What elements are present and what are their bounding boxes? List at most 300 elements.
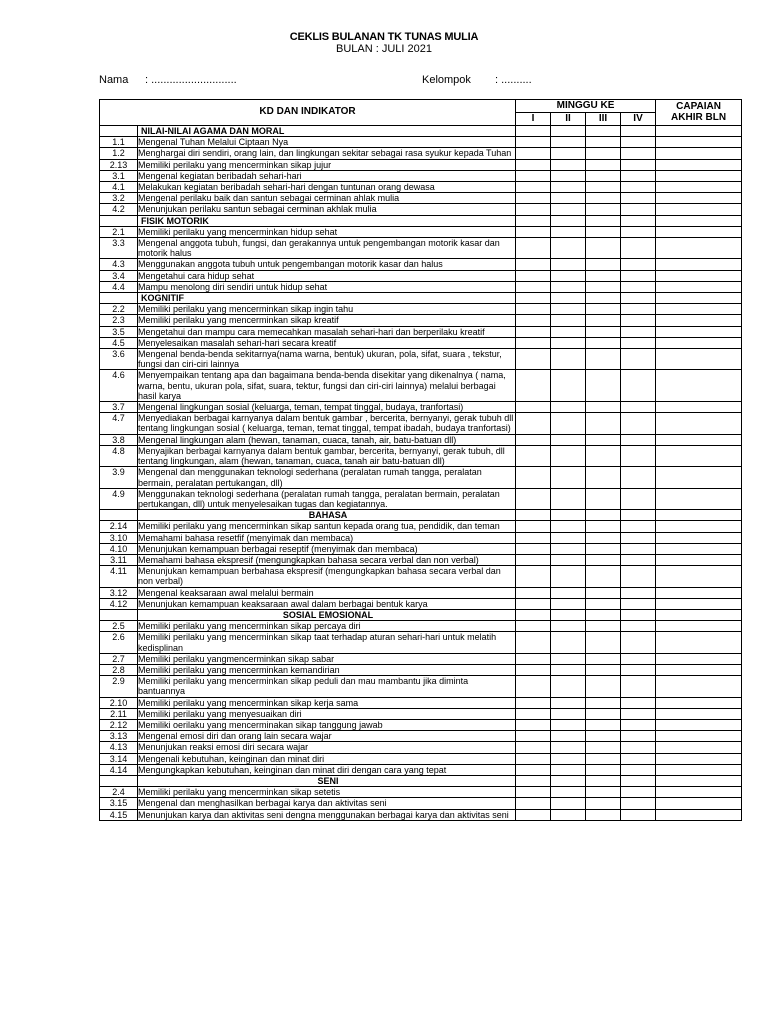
week-1-check-cell[interactable] bbox=[516, 281, 551, 292]
week-4-check-cell[interactable] bbox=[621, 281, 656, 292]
indicator-row bbox=[100, 731, 742, 742]
week-2-check-cell[interactable] bbox=[551, 775, 586, 786]
week-4-check-cell[interactable] bbox=[621, 159, 656, 170]
week-3-check-cell[interactable] bbox=[586, 775, 621, 786]
indicator-row bbox=[100, 632, 742, 653]
week-3-check-cell[interactable] bbox=[586, 543, 621, 554]
week-4-check-cell[interactable] bbox=[621, 215, 656, 226]
week-3-check-cell[interactable] bbox=[586, 148, 621, 159]
capaian-cell[interactable] bbox=[656, 281, 742, 292]
week-4-check-cell[interactable] bbox=[621, 632, 656, 653]
week-1-check-cell[interactable] bbox=[516, 697, 551, 708]
week-4-check-cell[interactable] bbox=[621, 742, 656, 753]
kd-code: 3.3 bbox=[100, 238, 138, 259]
capaian-cell[interactable] bbox=[656, 809, 742, 820]
capaian-cell[interactable] bbox=[656, 226, 742, 237]
week-3-check-cell[interactable] bbox=[586, 510, 621, 521]
capaian-cell[interactable] bbox=[656, 653, 742, 664]
week-4-check-cell[interactable] bbox=[621, 488, 656, 509]
capaian-cell[interactable] bbox=[656, 787, 742, 798]
week-2-check-cell[interactable] bbox=[551, 326, 586, 337]
week-4-check-cell[interactable] bbox=[621, 764, 656, 775]
indicator-text: Memiliki perilaku yang mencerminkan sikap santun kepada orang tua, pendidik, dan teman bbox=[138, 521, 516, 532]
week-1-check-cell[interactable] bbox=[516, 315, 551, 326]
week-1-check-cell[interactable] bbox=[516, 304, 551, 315]
week-4-check-cell[interactable] bbox=[621, 238, 656, 259]
indicator-text: Memiliki perilaku yang mencerminkan hidup sehat bbox=[138, 226, 516, 237]
week-2-check-cell[interactable] bbox=[551, 543, 586, 554]
week-2-check-cell[interactable] bbox=[551, 270, 586, 281]
capaian-cell[interactable] bbox=[656, 148, 742, 159]
week-1-check-cell[interactable] bbox=[516, 226, 551, 237]
week-4-check-cell[interactable] bbox=[621, 676, 656, 697]
week-3-check-cell[interactable] bbox=[586, 566, 621, 587]
week-2-check-cell[interactable] bbox=[551, 281, 586, 292]
week-2-check-cell[interactable] bbox=[551, 719, 586, 730]
week-4-check-cell[interactable] bbox=[621, 708, 656, 719]
week-3-check-cell[interactable] bbox=[586, 226, 621, 237]
capaian-cell[interactable] bbox=[656, 126, 742, 137]
week-1-check-cell[interactable] bbox=[516, 137, 551, 148]
week-4-check-cell[interactable] bbox=[621, 621, 656, 632]
week-1-check-cell[interactable] bbox=[516, 159, 551, 170]
week-2-check-cell[interactable] bbox=[551, 532, 586, 543]
week-4-check-cell[interactable] bbox=[621, 226, 656, 237]
capaian-cell[interactable] bbox=[656, 798, 742, 809]
week-2-check-cell[interactable] bbox=[551, 708, 586, 719]
week-3-check-cell[interactable] bbox=[586, 587, 621, 598]
week-2-check-cell[interactable] bbox=[551, 809, 586, 820]
week-1-check-cell[interactable] bbox=[516, 510, 551, 521]
week-3-check-cell[interactable] bbox=[586, 293, 621, 304]
week-1-check-cell[interactable] bbox=[516, 664, 551, 675]
capaian-cell[interactable] bbox=[656, 742, 742, 753]
week-4-check-cell[interactable] bbox=[621, 753, 656, 764]
week-4-check-cell[interactable] bbox=[621, 137, 656, 148]
week-1-check-cell[interactable] bbox=[516, 521, 551, 532]
week-3-check-cell[interactable] bbox=[586, 281, 621, 292]
week-3-check-cell[interactable] bbox=[586, 238, 621, 259]
week-4-check-cell[interactable] bbox=[621, 532, 656, 543]
week-3-check-cell[interactable] bbox=[586, 653, 621, 664]
week-1-check-cell[interactable] bbox=[516, 653, 551, 664]
capaian-cell[interactable] bbox=[656, 315, 742, 326]
capaian-cell[interactable] bbox=[656, 370, 742, 402]
capaian-cell[interactable] bbox=[656, 532, 742, 543]
week-3-check-cell[interactable] bbox=[586, 434, 621, 445]
week-3-check-cell[interactable] bbox=[586, 402, 621, 413]
week-1-check-cell[interactable] bbox=[516, 809, 551, 820]
week-3-check-cell[interactable] bbox=[586, 609, 621, 620]
week-1-check-cell[interactable] bbox=[516, 238, 551, 259]
week-2-check-cell[interactable] bbox=[551, 632, 586, 653]
week-2-check-cell[interactable] bbox=[551, 510, 586, 521]
week-2-check-cell[interactable] bbox=[551, 653, 586, 664]
week-1-check-cell[interactable] bbox=[516, 708, 551, 719]
indicator-text: Menunjukan karya dan aktivitas seni dengna menggunakan berbagai karya dan aktivitas seni bbox=[138, 809, 516, 820]
week-4-check-cell[interactable] bbox=[621, 315, 656, 326]
capaian-cell[interactable] bbox=[656, 521, 742, 532]
week-4-check-cell[interactable] bbox=[621, 775, 656, 786]
week-4-check-cell[interactable] bbox=[621, 304, 656, 315]
week-3-check-cell[interactable] bbox=[586, 215, 621, 226]
week-1-check-cell[interactable] bbox=[516, 775, 551, 786]
week-4-check-cell[interactable] bbox=[621, 554, 656, 565]
week-2-check-cell[interactable] bbox=[551, 697, 586, 708]
week-2-check-cell[interactable] bbox=[551, 193, 586, 204]
week-4-check-cell[interactable] bbox=[621, 337, 656, 348]
week-1-check-cell[interactable] bbox=[516, 337, 551, 348]
week-2-check-cell[interactable] bbox=[551, 182, 586, 193]
week-2-check-cell[interactable] bbox=[551, 304, 586, 315]
capaian-cell[interactable] bbox=[656, 326, 742, 337]
week-3-check-cell[interactable] bbox=[586, 370, 621, 402]
capaian-cell[interactable] bbox=[656, 337, 742, 348]
indicator-row bbox=[100, 554, 742, 565]
week-1-check-cell[interactable] bbox=[516, 293, 551, 304]
week-3-check-cell[interactable] bbox=[586, 467, 621, 488]
kd-code: 4.5 bbox=[100, 337, 138, 348]
week-3-check-cell[interactable] bbox=[586, 809, 621, 820]
week-4-check-cell[interactable] bbox=[621, 467, 656, 488]
capaian-cell[interactable] bbox=[656, 632, 742, 653]
capaian-cell[interactable] bbox=[656, 159, 742, 170]
indicator-row bbox=[100, 566, 742, 587]
week-3-check-cell[interactable] bbox=[586, 413, 621, 434]
section-kd-cell bbox=[100, 215, 138, 226]
week-3-check-cell[interactable] bbox=[586, 787, 621, 798]
week-3-check-cell[interactable] bbox=[586, 182, 621, 193]
week-4-check-cell[interactable] bbox=[621, 402, 656, 413]
week-4-check-cell[interactable] bbox=[621, 193, 656, 204]
capaian-cell[interactable] bbox=[656, 204, 742, 215]
week-2-check-cell[interactable] bbox=[551, 566, 586, 587]
week-4-check-cell[interactable] bbox=[621, 259, 656, 270]
capaian-cell[interactable] bbox=[656, 434, 742, 445]
week-1-check-cell[interactable] bbox=[516, 587, 551, 598]
capaian-cell[interactable] bbox=[656, 510, 742, 521]
week-2-check-cell[interactable] bbox=[551, 621, 586, 632]
week-3-check-cell[interactable] bbox=[586, 742, 621, 753]
week-3-check-cell[interactable] bbox=[586, 304, 621, 315]
week-2-check-cell[interactable] bbox=[551, 238, 586, 259]
capaian-cell[interactable] bbox=[656, 708, 742, 719]
week-2-check-cell[interactable] bbox=[551, 226, 586, 237]
indicator-row bbox=[100, 676, 742, 697]
capaian-cell[interactable] bbox=[656, 349, 742, 370]
week-1-check-cell[interactable] bbox=[516, 326, 551, 337]
week-3-check-cell[interactable] bbox=[586, 621, 621, 632]
week-4-check-cell[interactable] bbox=[621, 204, 656, 215]
week-2-check-cell[interactable] bbox=[551, 204, 586, 215]
capaian-cell[interactable] bbox=[656, 182, 742, 193]
capaian-cell[interactable] bbox=[656, 467, 742, 488]
week-1-check-cell[interactable] bbox=[516, 787, 551, 798]
indicator-text: Mengenal benda-benda sekitarnya(nama warna, bentuk) ukuran, pola, sifat, suara , tekstur, fungsi dan ciri-ciri lainnya bbox=[138, 349, 516, 370]
capaian-cell[interactable] bbox=[656, 215, 742, 226]
week-1-check-cell[interactable] bbox=[516, 621, 551, 632]
indicator-row bbox=[100, 653, 742, 664]
week-3-check-cell[interactable] bbox=[586, 764, 621, 775]
section-kd-cell bbox=[100, 775, 138, 786]
week-4-check-cell[interactable] bbox=[621, 434, 656, 445]
week-3-check-cell[interactable] bbox=[586, 532, 621, 543]
week-2-check-cell[interactable] bbox=[551, 598, 586, 609]
week-2-check-cell[interactable] bbox=[551, 126, 586, 137]
capaian-cell[interactable] bbox=[656, 764, 742, 775]
week-3-check-cell[interactable] bbox=[586, 193, 621, 204]
kd-code: 2.11 bbox=[100, 708, 138, 719]
week-3-check-cell[interactable] bbox=[586, 632, 621, 653]
week-4-check-cell[interactable] bbox=[621, 566, 656, 587]
week-3-check-cell[interactable] bbox=[586, 315, 621, 326]
week-1-check-cell[interactable] bbox=[516, 370, 551, 402]
week-header-3: III bbox=[586, 113, 621, 126]
capaian-cell[interactable] bbox=[656, 238, 742, 259]
week-4-check-cell[interactable] bbox=[621, 521, 656, 532]
week-1-check-cell[interactable] bbox=[516, 742, 551, 753]
week-3-check-cell[interactable] bbox=[586, 137, 621, 148]
week-2-check-cell[interactable] bbox=[551, 753, 586, 764]
kd-indikator-header: KD DAN INDIKATOR bbox=[100, 100, 516, 126]
week-4-check-cell[interactable] bbox=[621, 293, 656, 304]
capaian-cell[interactable] bbox=[656, 259, 742, 270]
week-1-check-cell[interactable] bbox=[516, 413, 551, 434]
capaian-cell[interactable] bbox=[656, 676, 742, 697]
capaian-cell[interactable] bbox=[656, 731, 742, 742]
week-1-check-cell[interactable] bbox=[516, 609, 551, 620]
week-3-check-cell[interactable] bbox=[586, 270, 621, 281]
week-2-check-cell[interactable] bbox=[551, 315, 586, 326]
week-1-check-cell[interactable] bbox=[516, 182, 551, 193]
capaian-cell[interactable] bbox=[656, 413, 742, 434]
week-1-check-cell[interactable] bbox=[516, 532, 551, 543]
capaian-cell[interactable] bbox=[656, 664, 742, 675]
week-1-check-cell[interactable] bbox=[516, 270, 551, 281]
week-1-check-cell[interactable] bbox=[516, 676, 551, 697]
week-3-check-cell[interactable] bbox=[586, 337, 621, 348]
week-4-check-cell[interactable] bbox=[621, 598, 656, 609]
week-1-check-cell[interactable] bbox=[516, 215, 551, 226]
week-2-check-cell[interactable] bbox=[551, 488, 586, 509]
week-1-check-cell[interactable] bbox=[516, 148, 551, 159]
week-2-check-cell[interactable] bbox=[551, 742, 586, 753]
week-4-check-cell[interactable] bbox=[621, 126, 656, 137]
capaian-cell[interactable] bbox=[656, 170, 742, 181]
week-1-check-cell[interactable] bbox=[516, 193, 551, 204]
week-2-check-cell[interactable] bbox=[551, 413, 586, 434]
capaian-cell[interactable] bbox=[656, 566, 742, 587]
week-4-check-cell[interactable] bbox=[621, 445, 656, 466]
week-3-check-cell[interactable] bbox=[586, 349, 621, 370]
indicator-text: Menggunakan teknologi sederhana (peralatan rumah tangga, peralatan bermain, peralatan pertukangan, dll) untuk menyelesaikan tugas dan kegiatannya. bbox=[138, 488, 516, 509]
week-4-check-cell[interactable] bbox=[621, 664, 656, 675]
capaian-cell[interactable] bbox=[656, 609, 742, 620]
week-2-check-cell[interactable] bbox=[551, 434, 586, 445]
week-2-check-cell[interactable] bbox=[551, 402, 586, 413]
week-4-check-cell[interactable] bbox=[621, 609, 656, 620]
week-2-check-cell[interactable] bbox=[551, 609, 586, 620]
week-1-check-cell[interactable] bbox=[516, 488, 551, 509]
week-2-check-cell[interactable] bbox=[551, 787, 586, 798]
week-4-check-cell[interactable] bbox=[621, 182, 656, 193]
week-2-check-cell[interactable] bbox=[551, 664, 586, 675]
indicator-row bbox=[100, 697, 742, 708]
week-3-check-cell[interactable] bbox=[586, 664, 621, 675]
week-2-check-cell[interactable] bbox=[551, 798, 586, 809]
week-1-check-cell[interactable] bbox=[516, 349, 551, 370]
indicator-row bbox=[100, 413, 742, 434]
week-4-check-cell[interactable] bbox=[621, 326, 656, 337]
week-3-check-cell[interactable] bbox=[586, 708, 621, 719]
capaian-cell[interactable] bbox=[656, 621, 742, 632]
week-4-check-cell[interactable] bbox=[621, 349, 656, 370]
capaian-cell[interactable] bbox=[656, 270, 742, 281]
capaian-cell[interactable] bbox=[656, 598, 742, 609]
kd-code: 4.14 bbox=[100, 764, 138, 775]
week-3-check-cell[interactable] bbox=[586, 204, 621, 215]
week-1-check-cell[interactable] bbox=[516, 566, 551, 587]
week-1-check-cell[interactable] bbox=[516, 598, 551, 609]
week-2-check-cell[interactable] bbox=[551, 554, 586, 565]
week-2-check-cell[interactable] bbox=[551, 731, 586, 742]
week-1-check-cell[interactable] bbox=[516, 543, 551, 554]
week-4-check-cell[interactable] bbox=[621, 543, 656, 554]
capaian-cell[interactable] bbox=[656, 543, 742, 554]
week-2-check-cell[interactable] bbox=[551, 259, 586, 270]
week-3-check-cell[interactable] bbox=[586, 676, 621, 697]
week-2-check-cell[interactable] bbox=[551, 467, 586, 488]
week-4-check-cell[interactable] bbox=[621, 170, 656, 181]
indicator-text: Mengenal dan menghasilkan berbagai karya dan aktivitas seni bbox=[138, 798, 516, 809]
week-3-check-cell[interactable] bbox=[586, 697, 621, 708]
indicator-text: Mengenal perilaku baik dan santun sebagai cerminan ahlak mulia bbox=[138, 193, 516, 204]
week-2-check-cell[interactable] bbox=[551, 764, 586, 775]
indicator-text: Menunjukan perilaku santun sebagai cerminan akhlak mulia bbox=[138, 204, 516, 215]
week-3-check-cell[interactable] bbox=[586, 598, 621, 609]
week-2-check-cell[interactable] bbox=[551, 159, 586, 170]
kd-code: 3.13 bbox=[100, 731, 138, 742]
week-3-check-cell[interactable] bbox=[586, 488, 621, 509]
week-4-check-cell[interactable] bbox=[621, 587, 656, 598]
week-3-check-cell[interactable] bbox=[586, 753, 621, 764]
nama-label: Nama bbox=[99, 74, 129, 86]
week-2-check-cell[interactable] bbox=[551, 370, 586, 402]
week-4-check-cell[interactable] bbox=[621, 270, 656, 281]
week-3-check-cell[interactable] bbox=[586, 521, 621, 532]
week-3-check-cell[interactable] bbox=[586, 170, 621, 181]
week-3-check-cell[interactable] bbox=[586, 719, 621, 730]
week-4-check-cell[interactable] bbox=[621, 148, 656, 159]
week-3-check-cell[interactable] bbox=[586, 326, 621, 337]
week-2-check-cell[interactable] bbox=[551, 445, 586, 466]
kd-code: 3.14 bbox=[100, 753, 138, 764]
week-4-check-cell[interactable] bbox=[621, 653, 656, 664]
week-2-check-cell[interactable] bbox=[551, 587, 586, 598]
section-row bbox=[100, 126, 742, 137]
week-1-check-cell[interactable] bbox=[516, 554, 551, 565]
section-title: KOGNITIF bbox=[138, 293, 516, 304]
week-1-check-cell[interactable] bbox=[516, 434, 551, 445]
indicator-text: Memiliki perilaku yang mencerminkan sikap peduli dan mau mambantu jika diminta bantuannya bbox=[138, 676, 516, 697]
week-2-check-cell[interactable] bbox=[551, 293, 586, 304]
week-4-check-cell[interactable] bbox=[621, 787, 656, 798]
kd-code: 2.2 bbox=[100, 304, 138, 315]
week-3-check-cell[interactable] bbox=[586, 126, 621, 137]
week-1-check-cell[interactable] bbox=[516, 445, 551, 466]
week-1-check-cell[interactable] bbox=[516, 764, 551, 775]
capaian-cell[interactable] bbox=[656, 445, 742, 466]
week-3-check-cell[interactable] bbox=[586, 259, 621, 270]
week-1-check-cell[interactable] bbox=[516, 753, 551, 764]
week-4-check-cell[interactable] bbox=[621, 413, 656, 434]
capaian-cell[interactable] bbox=[656, 775, 742, 786]
capaian-cell[interactable] bbox=[656, 137, 742, 148]
week-3-check-cell[interactable] bbox=[586, 731, 621, 742]
week-2-check-cell[interactable] bbox=[551, 215, 586, 226]
week-3-check-cell[interactable] bbox=[586, 445, 621, 466]
week-2-check-cell[interactable] bbox=[551, 521, 586, 532]
week-4-check-cell[interactable] bbox=[621, 809, 656, 820]
week-1-check-cell[interactable] bbox=[516, 204, 551, 215]
week-3-check-cell[interactable] bbox=[586, 554, 621, 565]
indicator-text: Memahami bahasa ekspresif (mengungkapkan bahasa secara verbal dan non verbal) bbox=[138, 554, 516, 565]
week-2-check-cell[interactable] bbox=[551, 170, 586, 181]
week-1-check-cell[interactable] bbox=[516, 798, 551, 809]
indicator-row bbox=[100, 170, 742, 181]
week-2-check-cell[interactable] bbox=[551, 676, 586, 697]
week-4-check-cell[interactable] bbox=[621, 697, 656, 708]
capaian-cell[interactable] bbox=[656, 697, 742, 708]
week-1-check-cell[interactable] bbox=[516, 731, 551, 742]
capaian-cell[interactable] bbox=[656, 402, 742, 413]
week-1-check-cell[interactable] bbox=[516, 719, 551, 730]
capaian-cell[interactable] bbox=[656, 193, 742, 204]
week-4-check-cell[interactable] bbox=[621, 731, 656, 742]
capaian-cell[interactable] bbox=[656, 293, 742, 304]
indicator-row bbox=[100, 193, 742, 204]
capaian-cell[interactable] bbox=[656, 554, 742, 565]
week-2-check-cell[interactable] bbox=[551, 137, 586, 148]
week-4-check-cell[interactable] bbox=[621, 370, 656, 402]
indicator-row bbox=[100, 809, 742, 820]
capaian-cell[interactable] bbox=[656, 488, 742, 509]
indicator-text: Memiliki perilaku yang mencerminkan sikap setetis bbox=[138, 787, 516, 798]
capaian-cell[interactable] bbox=[656, 719, 742, 730]
week-1-check-cell[interactable] bbox=[516, 170, 551, 181]
capaian-cell[interactable] bbox=[656, 587, 742, 598]
kd-code: 4.15 bbox=[100, 809, 138, 820]
week-4-check-cell[interactable] bbox=[621, 798, 656, 809]
week-4-check-cell[interactable] bbox=[621, 510, 656, 521]
week-1-check-cell[interactable] bbox=[516, 402, 551, 413]
week-2-check-cell[interactable] bbox=[551, 349, 586, 370]
week-4-check-cell[interactable] bbox=[621, 719, 656, 730]
kd-code: 4.6 bbox=[100, 370, 138, 402]
week-1-check-cell[interactable] bbox=[516, 126, 551, 137]
capaian-cell[interactable] bbox=[656, 304, 742, 315]
week-3-check-cell[interactable] bbox=[586, 798, 621, 809]
week-1-check-cell[interactable] bbox=[516, 632, 551, 653]
section-kd-cell bbox=[100, 609, 138, 620]
week-2-check-cell[interactable] bbox=[551, 148, 586, 159]
capaian-cell[interactable] bbox=[656, 753, 742, 764]
week-1-check-cell[interactable] bbox=[516, 259, 551, 270]
indicator-row bbox=[100, 315, 742, 326]
week-2-check-cell[interactable] bbox=[551, 337, 586, 348]
week-3-check-cell[interactable] bbox=[586, 159, 621, 170]
week-1-check-cell[interactable] bbox=[516, 467, 551, 488]
